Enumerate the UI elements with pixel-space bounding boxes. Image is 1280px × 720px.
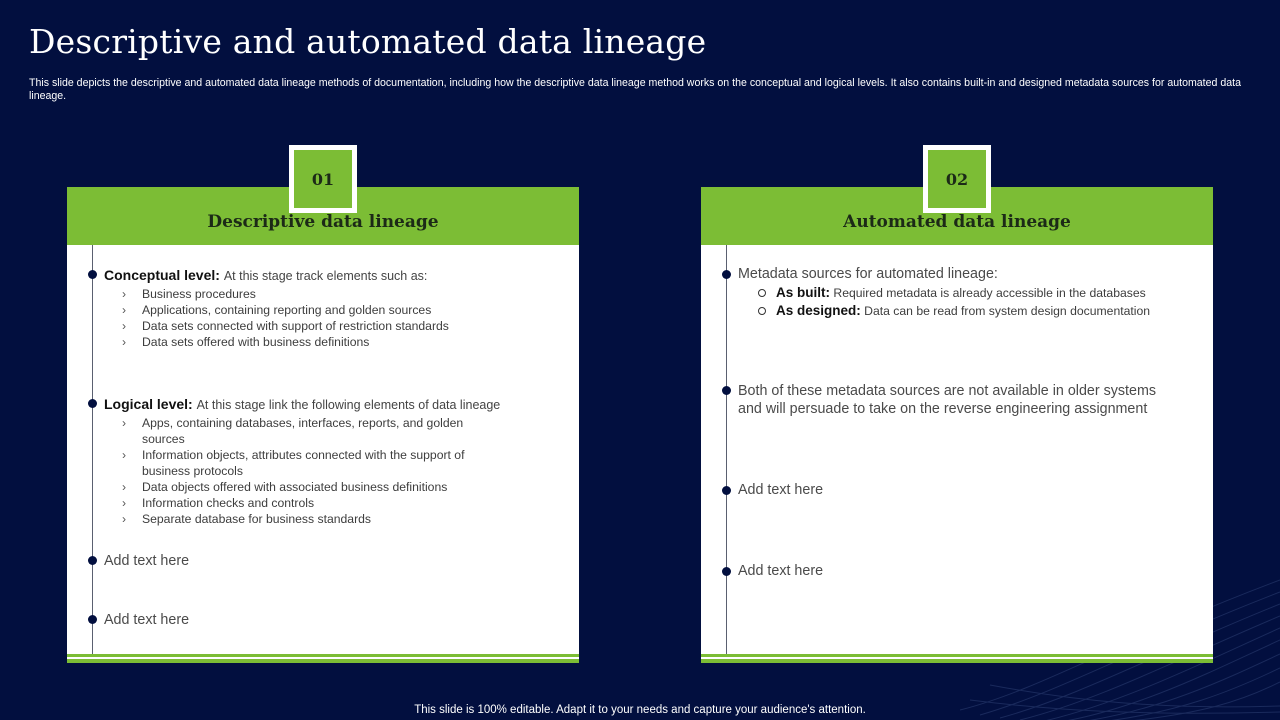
chevron-right-icon: › <box>122 303 127 317</box>
list-item: › Information checks and controls <box>122 496 315 510</box>
placeholder-text: Add text here <box>104 553 190 569</box>
timeline-dot <box>722 567 731 576</box>
list-item: › Separate database for business standards <box>122 512 372 526</box>
list-item: › Apps, containing databases, interfaces, reports, and golden sources <box>122 416 464 446</box>
chevron-right-icon: › <box>122 416 127 430</box>
card-header <box>701 169 1213 245</box>
logical-level-section <box>104 396 564 527</box>
metadata-source-items <box>758 284 1198 320</box>
list-item: › Data objects offered with associated business definitions <box>122 480 448 494</box>
logical-level-label: Logical level: <box>104 396 193 412</box>
number-badge <box>923 145 991 213</box>
list-item: › Business procedures <box>122 287 256 301</box>
timeline-dot <box>88 556 97 565</box>
list-item: › Data sets connected with support of restriction standards <box>122 319 449 333</box>
chevron-right-icon: › <box>122 335 127 349</box>
logical-items <box>122 415 502 527</box>
timeline-dot <box>88 270 97 279</box>
timeline-dot <box>722 270 731 279</box>
list-item: As built: Required metadata is already accessible in the databases <box>758 284 1198 302</box>
number-badge-label: 02 <box>928 150 986 208</box>
number-badge-label: 01 <box>294 150 352 208</box>
conceptual-level-section <box>104 267 564 350</box>
circle-bullet-icon <box>758 289 766 297</box>
timeline-dot <box>722 486 731 495</box>
metadata-sources-section <box>738 265 1198 320</box>
chevron-right-icon: › <box>122 448 127 462</box>
logical-level-desc: At this stage link the following elements of data lineage <box>196 398 501 412</box>
chevron-right-icon: › <box>122 496 127 510</box>
timeline-dot <box>88 615 97 624</box>
older-systems-note: Both of these metadata sources are not available in older systems and will persuade to take on the reverse engineering assignment <box>738 383 1157 417</box>
list-item: › Information objects, attributes connected with the support of business protocols <box>122 448 465 478</box>
timeline-line <box>726 245 727 654</box>
conceptual-items <box>122 286 564 350</box>
placeholder-text: Add text here <box>104 612 190 628</box>
placeholder-text: Add text here <box>738 563 824 579</box>
placeholder-text: Add text here <box>738 482 824 498</box>
timeline-dot <box>722 386 731 395</box>
card-footer-bar <box>67 654 579 663</box>
page-title: Descriptive and automated data lineage <box>29 22 707 61</box>
conceptual-level-desc: At this stage track elements such as: <box>223 269 428 283</box>
card-heading: Automated data lineage <box>843 212 1071 232</box>
chevron-right-icon: › <box>122 287 127 301</box>
timeline-line <box>92 245 93 654</box>
footer-note: This slide is 100% editable. Adapt it to your needs and capture your audience's attention. <box>414 704 866 716</box>
list-item: As designed: Data can be read from system design documentation <box>758 302 1198 320</box>
chevron-right-icon: › <box>122 480 127 494</box>
circle-bullet-icon <box>758 307 766 315</box>
metadata-sources-lead: Metadata sources for automated lineage: <box>738 266 998 282</box>
chevron-right-icon: › <box>122 319 127 333</box>
page-subtitle: This slide depicts the descriptive and automated data lineage methods of documentation, including how the descriptive data lineage method works on the conceptual and logical levels. It also contains built-in and designed metadata sources for automated data lineage. <box>29 77 1241 102</box>
card-heading: Descriptive data lineage <box>207 212 439 232</box>
chevron-right-icon: › <box>122 512 127 526</box>
list-item: › Applications, containing reporting and golden sources <box>122 303 432 317</box>
card-header <box>67 169 579 245</box>
card-automated <box>701 169 1213 663</box>
list-item: › Data sets offered with business definitions <box>122 335 370 349</box>
timeline-dot <box>88 399 97 408</box>
conceptual-level-label: Conceptual level: <box>104 267 220 283</box>
card-footer-bar <box>701 654 1213 663</box>
card-descriptive <box>67 169 579 663</box>
number-badge <box>289 145 357 213</box>
